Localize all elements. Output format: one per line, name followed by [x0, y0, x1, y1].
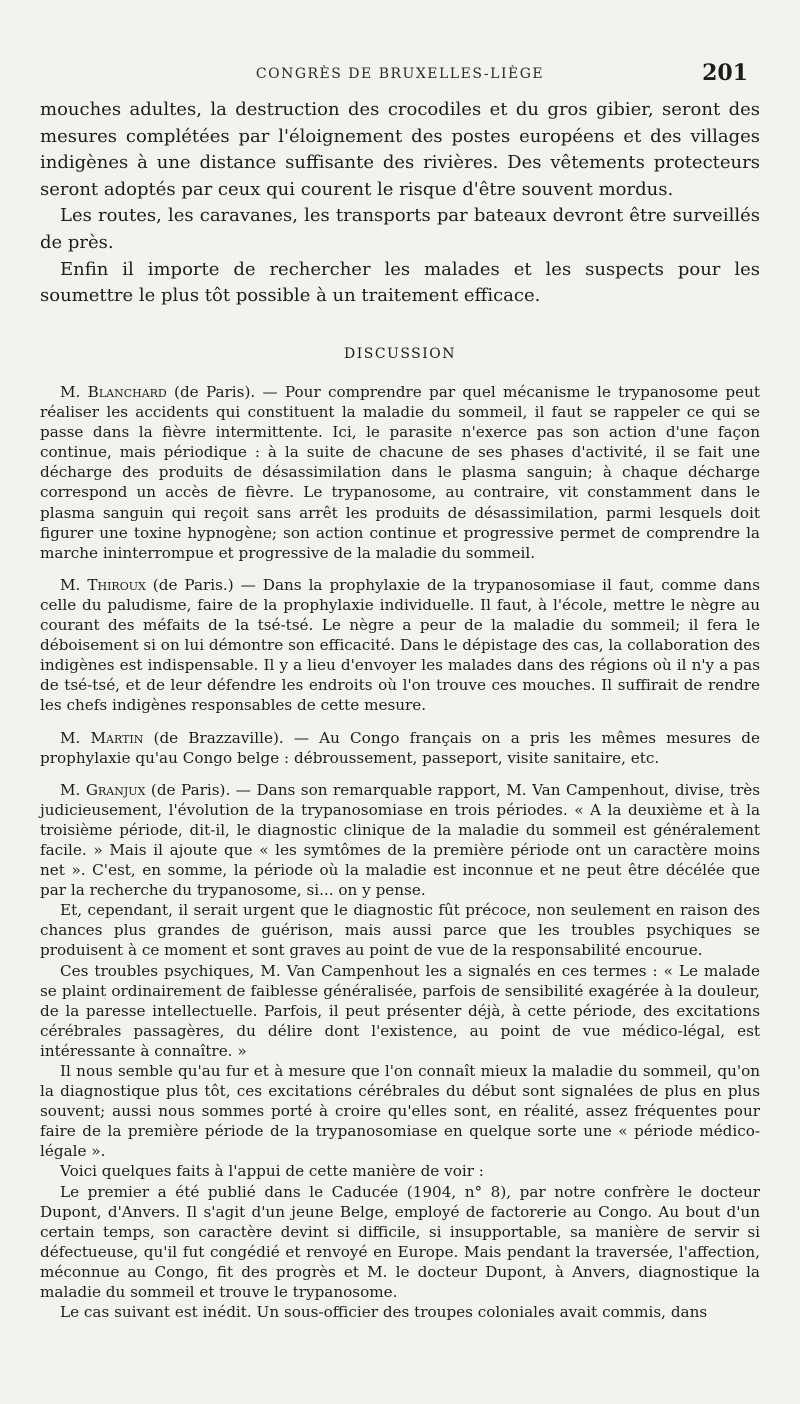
discussion-text [40, 382, 760, 1322]
section-title: DISCUSSION [343, 346, 457, 362]
entry-text: (de Paris). — Pour comprendre par quel mécanisme le trypanosome peut réaliser les accidents qui constituent la maladie du sommeil, il faut se rappeler ce qui se passe dans la fièvre intermittente. Ici, le parasite n'exerce pas son action d'une façon continue, mais périodique : à la suite de chacune de ses phases d'activité, il se fait une décharge des produits de désassimilation dans le plasma sanguin; à chaque décharge correspond un accès de fièvre. Le trypanosome, au contraire, vit constamment dans le plasma sanguin qui reçoit sans arrêt les produits de désassimilation, parmi lesquels doit figurer une toxine hypnogène; son action continue et progressive permet de comprendre la marche ininterrompue et progressive de la maladie du sommeil. [40, 383, 761, 562]
paragraph: mouches adultes, la destruction des crocodiles et du gros gibier, seront des mesures complétées par l'éloignement des postes européens et des villages indigènes à une distance suffisante des rivières. Des vêtements protecteurs seront adoptés par ceux qui courent le risque d'être souvent mordus. [40, 99, 760, 200]
running-title: CONGRÈS DE BRUXELLES-LIÈGE [255, 66, 545, 82]
paragraph: Et, cependant, il serait urgent que le diagnostic fût précoce, non seulement en raison des chances plus grandes de guérison, mais aussi parce que les troubles psychiques se produisent à ce moment et sont graves au point de vue de la responsabilité encourue. [40, 901, 760, 960]
discussion-entry [40, 382, 760, 563]
page-number: 201 [702, 60, 748, 86]
paragraph: Il nous semble qu'au fur et à mesure que l'on connaît mieux la maladie du sommeil, qu'on la diagnostique plus tôt, ces excitations cérébrales du début sont signalées de plus en plus souvent; aussi nous sommes porté à croire qu'elles sont, en réalité, assez fréquentes pour faire de la première période de la trypanosomiase en quelque sorte une « période médico-légale ». [40, 1062, 760, 1161]
paragraph: Voici quelques faits à l'appui de cette manière de voir : [60, 1162, 484, 1181]
speaker-name: M. Thiroux [60, 575, 146, 594]
entry-text: (de Paris). — Dans son remarquable rapport, M. Van Campenhout, divise, très judicieusement, l'évolution de la trypanosomiase en trois périodes. « A la deuxième et à la troisième période, dit-il, le diagnostic clinique de la maladie du sommeil est généralement facile. » Mais il ajoute que « les symtômes de la première période ont un caractère moins net ». C'est, en somme, la période où la maladie est inconnue et ne peut être décélée que par la recherche du trypanosome, si... on y pense. [40, 780, 761, 900]
speaker-name: M. Blanchard [60, 383, 167, 401]
discussion-entry [40, 780, 760, 901]
speaker-name: M. Martin [60, 728, 144, 747]
discussion-entry [40, 575, 760, 716]
paragraph: Enfin il importe de rechercher les malades et les suspects pour les soumettre le plus tôt possible à un traitement efficace. [40, 258, 760, 307]
speaker-name: M. Granjux [60, 780, 146, 799]
running-head [40, 60, 760, 92]
discussion-entry [40, 728, 760, 768]
paragraph: Ces troubles psychiques, M. Van Campenhout les a signalés en ces termes : « Le malade se plaint ordinairement de faiblesse généralisée, parfois de sensibilité exagérée à la douleur, de la paresse intellectuelle. Parfois, il peut présenter déjà, à cette période, des excitations cérébrales passagères, du délire dont l'existence, au point de vue médico-légal, est intéressante à connaître. » [40, 961, 760, 1060]
entry-text: (de Brazzaville). — Au Congo français on a pris les mêmes mesures de prophylaxie qu'au Congo belge : débroussement, passeport, visite sanitaire, etc. [40, 728, 760, 767]
intro-text [40, 97, 760, 310]
paragraph: Le premier a été publié dans le Caducée (1904, n° 8), par notre confrère le docteur Dupont, d'Anvers. Il s'agit d'un jeune Belge, employé de factorerie au Congo. Au bout d'un certain temps, son caractère devint si difficile, si insupportable, sa manière de servir si défectueuse, qu'il fut congédié et renvoyé en Europe. Mais pendant la traversée, l'affection, méconnue au Congo, fit des progrès et M. le docteur Dupont, à Anvers, diagnostique la maladie du sommeil et trouve le trypanosome. [40, 1182, 760, 1302]
entry-text: (de Paris.) — Dans la prophylaxie de la trypanosomiase il faut, comme dans celle du paludisme, faire de la prophylaxie individuelle. Il faut, à l'école, mettre le nègre au courant des méfaits de la tsé-tsé. Le nègre a peur de la maladie du sommeil; il fera le déboisement si on lui démontre son efficacité. Dans le dépistage des cas, la collaboration des indigènes est indispensable. Il y a lieu d'envoyer les malades dans des régions où il n'y a pas de tsé-tsé, et de leur défendre les endroits où l'on trouve ces mouches. Il suffirait de rendre les chefs indigènes responsables de cette mesure. [40, 575, 760, 715]
paragraph: Les routes, les caravanes, les transports par bateaux devront être surveillés de près. [40, 205, 760, 253]
paragraph: Le cas suivant est inédit. Un sous-officier des troupes coloniales avait commis, dans [60, 1303, 708, 1322]
